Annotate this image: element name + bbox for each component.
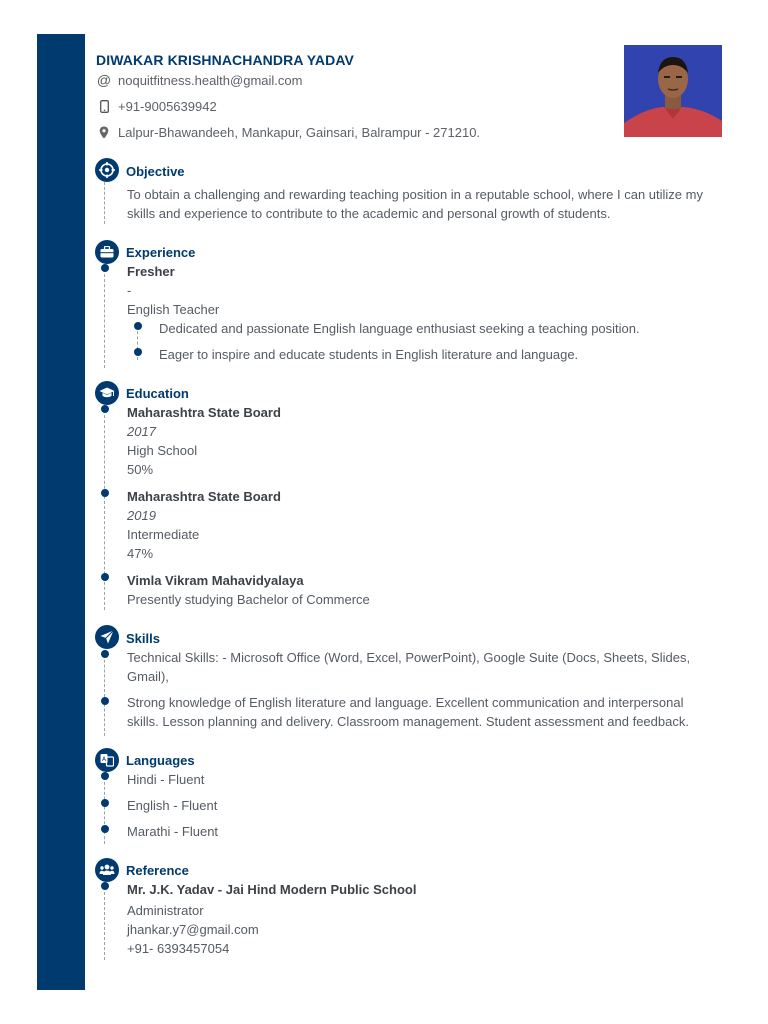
candidate-name: DIWAKAR KRISHNACHANDRA YADAV (96, 52, 354, 68)
contact-phone (96, 98, 217, 114)
education-institution: Vimla Vikram Mahavidyalaya (127, 573, 304, 588)
timeline-dot (101, 405, 109, 413)
timeline-dot (101, 573, 109, 581)
reference-name: Mr. J.K. Yadav - Jai Hind Modern Public School (127, 882, 417, 897)
rocket-icon (95, 625, 119, 649)
phone-text: +91-9005639942 (118, 98, 217, 114)
experience-bullet: Eager to inspire and educate students in English literature and language. (159, 347, 579, 362)
education-institution: Maharashtra State Board (127, 489, 281, 504)
experience-heading: Experience (126, 245, 196, 260)
timeline-line (104, 882, 105, 960)
timeline-dot (101, 825, 109, 833)
target-icon (95, 158, 119, 182)
education-level: High School (127, 443, 198, 458)
education-note: Presently studying Bachelor of Commerce (127, 592, 370, 607)
language-item: Hindi - Fluent (127, 772, 205, 787)
svg-text:A: A (102, 756, 107, 763)
people-icon (95, 858, 119, 882)
skill-item: Technical Skills: - Microsoft Office (Word, Excel, PowerPoint), Google Suite (Docs, Sheets, Slides, Gmail), (127, 650, 691, 684)
reference-heading: Reference (126, 863, 189, 878)
education-institution: Maharashtra State Board (127, 405, 281, 420)
timeline-dot (101, 882, 109, 890)
objective-heading: Objective (126, 164, 185, 179)
languages-heading: Languages (126, 753, 195, 768)
experience-role: English Teacher (127, 302, 220, 317)
timeline-dot (101, 772, 109, 780)
timeline-dot (101, 489, 109, 497)
experience-level: Fresher (127, 264, 175, 279)
email-text: noquitfitness.health@gmail.com (118, 72, 303, 88)
reference-email: jhankar.y7@gmail.com (127, 922, 259, 937)
bullet-dot (134, 322, 142, 330)
language-item: English - Fluent (127, 798, 218, 813)
graduation-cap-icon (95, 381, 119, 405)
education-score: 47% (127, 546, 154, 561)
education-heading: Education (126, 386, 189, 401)
timeline-line (104, 650, 105, 736)
bullet-dot (134, 348, 142, 356)
profile-photo (624, 45, 722, 137)
contact-email (96, 72, 302, 88)
education-year: 2017 (127, 424, 156, 439)
timeline-line (104, 772, 105, 844)
education-score: 50% (127, 462, 154, 477)
reference-role: Administrator (127, 903, 204, 918)
at-icon: @ (96, 72, 112, 88)
skill-item: Strong knowledge of English literature and language. Excellent communication and interpersonal skills. Lesson planning and delivery. Classroom management. Student assessment and feedback. (127, 695, 689, 729)
timeline-dot (101, 697, 109, 705)
left-accent-bar (37, 34, 85, 990)
language-icon (95, 748, 119, 772)
map-pin-icon (96, 124, 112, 140)
timeline-dot (101, 650, 109, 658)
experience-dash: - (127, 283, 132, 298)
briefcase-icon (95, 240, 119, 264)
timeline-dot (101, 264, 109, 272)
timeline-line (104, 264, 105, 368)
education-year: 2019 (127, 508, 156, 523)
reference-phone: +91- 6393457054 (127, 941, 230, 956)
contact-address (96, 124, 480, 140)
timeline-line (104, 182, 105, 224)
education-level: Intermediate (127, 527, 200, 542)
timeline-dot (101, 799, 109, 807)
mobile-phone-icon (96, 98, 112, 114)
experience-bullet: Dedicated and passionate English language enthusiast seeking a teaching position. (159, 321, 640, 336)
skills-heading: Skills (126, 631, 160, 646)
address-text: Lalpur-Bhawandeeh, Mankapur, Gainsari, Balrampur - 271210. (118, 124, 481, 140)
language-item: Marathi - Fluent (127, 824, 219, 839)
objective-text: To obtain a challenging and rewarding teaching position in a reputable school, where I can utilize my skills and experience to contribute to the academic and personal growth of students. (127, 187, 703, 221)
